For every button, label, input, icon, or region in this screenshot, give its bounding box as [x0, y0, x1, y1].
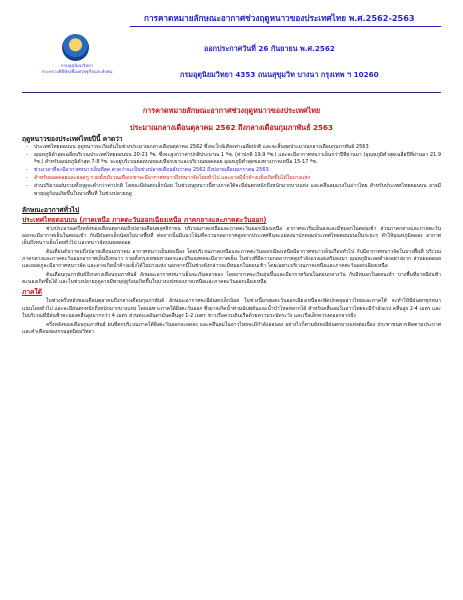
department-address: กรมอุตุนิยมวิทยา 4353 ถนนสุขุมวิท บางนา กรุงเทพ ฯ 10260 — [180, 70, 379, 79]
upper-paragraph: ช่วงประมาณครึ่งหลังของเดือนตุลาคมถึงปลายเดือนพฤศจิกายน บริเวณภาคเหนือและภาคตะวันออกเฉียงเหนือ อากาศจะเริ่มเย็นลงและมีหมอกในตอนเช้า ส่วนภาคกลางและภาคตะวันออกจะมีอากาศเย็นในตอนเช้า กับมีฝนตกเล็กน้อยในบางพื้นที่ ต่อจากนั้นมีแนวโน้มที่ความกดอากาศสูงจากประเทศจีนจะแผ่ลงมาปกคลุมประเทศไทยตอนบนเป็นระยะๆ ทำให้อุณหภูมิลดลง อากาศเย็นถึงหนาวเย็นโดยทั่วไป และหนาวจัดบนยอดดอย — [22, 225, 441, 246]
department-name — [32, 64, 122, 75]
forecast-heading: ฤดูหนาวของประเทศไทยปีนี้ คาดว่า — [22, 135, 123, 143]
tmd-seal-icon — [62, 34, 89, 61]
upper-thailand-heading: ประเทศไทยตอนบน (ภาคเหนือ ภาคตะวันออกเฉียงเหนือ ภาคกลางและภาคตะวันออก) — [22, 215, 267, 224]
department-line: กรมอุตุนิยมวิทยา — [60, 64, 94, 69]
forecast-bullet: - ช่วงเวลาที่จะมีอากาศหนาวเย็นที่สุด คาดว่าจะเป็นช่วงปลายเดือนธันวาคม 2562 ถึงปลายเดือนมกราคม 2563 — [22, 167, 441, 174]
forecast-bullet: - ประเทศไทยตอนบน ฤดูหนาวจะเริ่มต้นในช่วงประมาณกลางเดือนตุลาคม 2562 ซึ่งจะใกล้เคียงค่าเฉลี่ยปกติ และจะสิ้นสุดประมาณกลางเดือนกุมภาพันธ์ 2563 — [22, 144, 441, 151]
upper-paragraph: ต้นเดือนธันวาคมถึงปลายเดือนมกราคม อากาศหนาวเย็นต่อเนื่อง โดยบริเวณภาคเหนือและภาคตะวันออกเฉียงเหนือมีอากาศหนาวเย็นเกือบทั่วไป กับมีอากาศหนาวจัดในบางพื้นที่ บริเวณภาคกลางและภาคตะวันออกอากาศเย็นถึงหนาว รวมทั้งกรุงเทพมหานครและปริมณฑลจะมีอากาศเย็น ในช่วงที่มีความกดอากาศสูงกำลังแรงแผ่เสริมลงมา อุณหภูมิจะลดต่ำลงอย่างมาก ส่วนยอดดอยและยอดภูจะมีอากาศหนาวจัด และอาจเกิดน้ำค้างแข็งได้ในบางแห่ง นอกจากนี้ในช่วงดังกล่าวจะมีหมอกในตอนเช้า โดยเฉพาะบริเวณภาคเหนือและภาคตะวันออกเฉียงเหนือ — [22, 248, 441, 270]
forecast-bullet: - ส่วนปริมาณฝนรวมทั้งฤดูจะต่ำกว่าค่าปกติ โดยจะมีฝนตกเล็กน้อย ในช่วงฤดูหนาวนี้ทางภาคใต้จะมีฝนตกหนักถึงหนักมากบางแห่ง และคลื่นลมแรงในอ่าวไทย สำหรับประเทศไทยตอนบน อาจมีพายุฤดูร้อนเกิดขึ้นในบางพื้นที่ ในช่วงปลายฤดู — [22, 183, 441, 197]
header-divider — [22, 92, 441, 93]
south-paragraph: ครึ่งหลังของเดือนกุมภาพันธ์ ฝนที่ตกบริเวณภาคใต้ฝั่งตะวันออกจะลดลง และคลื่นลมในอ่าวไทยจะมีกำลังอ่อนลง อย่างไรก็ตามยังคงมีฝนตกบางแห่งต่อเนื่อง ประชาชนควรติดตามประกาศและคำเตือนของกรมอุตุนิยมวิทยา — [22, 321, 441, 335]
title-divider — [130, 26, 441, 27]
upper-paragraph: ต้นเดือนกุมภาพันธ์ถึงกลางเดือนกุมภาพันธ์ ลักษณะอากาศหนาวเย็นจะเริ่มคลายลง โดยอากาศจะเริ่มอุ่นขึ้นและมีอากาศร้อนในตอนกลางวัน กับมีหมอกในตอนเช้า บางพื้นที่อาจมีฝนฟ้าคะนองเกิดขึ้นได้ และในช่วงปลายฤดูอาจมีพายุฤดูร้อนเกิดขึ้นในบางแห่งของภาคเหนือและภาคตะวันออกเฉียงเหนือ — [22, 272, 441, 286]
issue-date: ออกประกาศวันที่ 26 กันยายน พ.ศ.2562 — [204, 44, 335, 53]
forecast-bullet: - สำหรับยอดดอยและยอดภู รวมทั้งบริเวณเทือกเขาจะมีอากาศหนาวถึงหนาวจัดโดยทั่วไป และอาจมีน้ำค้างแข็งเกิดขึ้นได้ในบางแห่ง — [22, 175, 441, 182]
department-line: กระทรวงดิจิทัลเพื่อเศรษฐกิจและสังคม — [41, 69, 113, 75]
forecast-period: ประมาณกลางเดือนตุลาคม 2562 ถึงกลางเดือนกุมภาพันธ์ 2563 — [130, 123, 333, 132]
forecast-bullet: - อุณหภูมิต่ำสุดเฉลี่ยบริเวณประเทศไทยตอนบน 20-21 ºซ. ซึ่งจะสูงกว่าค่าปกติประมาณ 1 ºซ. (ค่าปกติ 19.9 ºซ.) และจะมีอากาศหนาวเย็นกว่าปีที่ผ่านมา (อุณหภูมิต่ำสุดเฉลี่ยปีที่ผ่านมา 21.9 ºซ.) สำหรับอุณหภูมิต่ำสุด 7-8 ºซ. จะอยู่บริเวณยอดบนของเทือกเขาและบริเวณยอดดอย อุณหภูมิต่ำสุดของทางภาคเหนือ 15-17 ºซ. — [22, 152, 441, 166]
document-title: การคาดหมายลักษณะอากาศช่วงฤดูหนาวของประเทศไทย พ.ศ.2562-2563 — [144, 13, 415, 23]
south-paragraph: ในช่วงครึ่งหลังของเดือนตุลาคมถึงกลางเดือนกุมภาพันธ์ ลักษณะอากาศจะมีฝนตกเล็กน้อย ในช่วงนี้มรสุมตะวันออกเฉียงเหนือจะพัดปกคลุมอ่าวไทยและภาคใต้ จะทำให้มีฝนตกชุกหนาแน่นโดยทั่วไป และจะมีฝนตกหนักถึงหนักมากบางแห่ง โดยเฉพาะภาคใต้ฝั่งตะวันออก ซึ่งอาจเกิดน้ำท่วมฉับพลันและน้ำป่าไหลหลากได้ สำหรับคลื่นลมในอ่าวไทยจะมีกำลังแรง คลื่นสูง 2-4 เมตร และในบริเวณที่มีฝนฟ้าคะนองคลื่นสูงมากกว่า 4 เมตร ส่วนทะเลอันดามันคลื่นสูง 1-2 เมตร ชาวเรือควรเดินเรือด้วยความระมัดระวัง และเรือเล็กควรงดออกจากฝั่ง — [22, 298, 441, 319]
characteristics-heading: ลักษณะอากาศทั่วไป — [22, 205, 80, 214]
forecast-title: การคาดหมายลักษณะอากาศช่วงฤดูหนาวของประเทศไทย — [142, 106, 321, 115]
south-heading: ภาคใต้ — [22, 288, 42, 297]
letterhead — [22, 0, 441, 96]
